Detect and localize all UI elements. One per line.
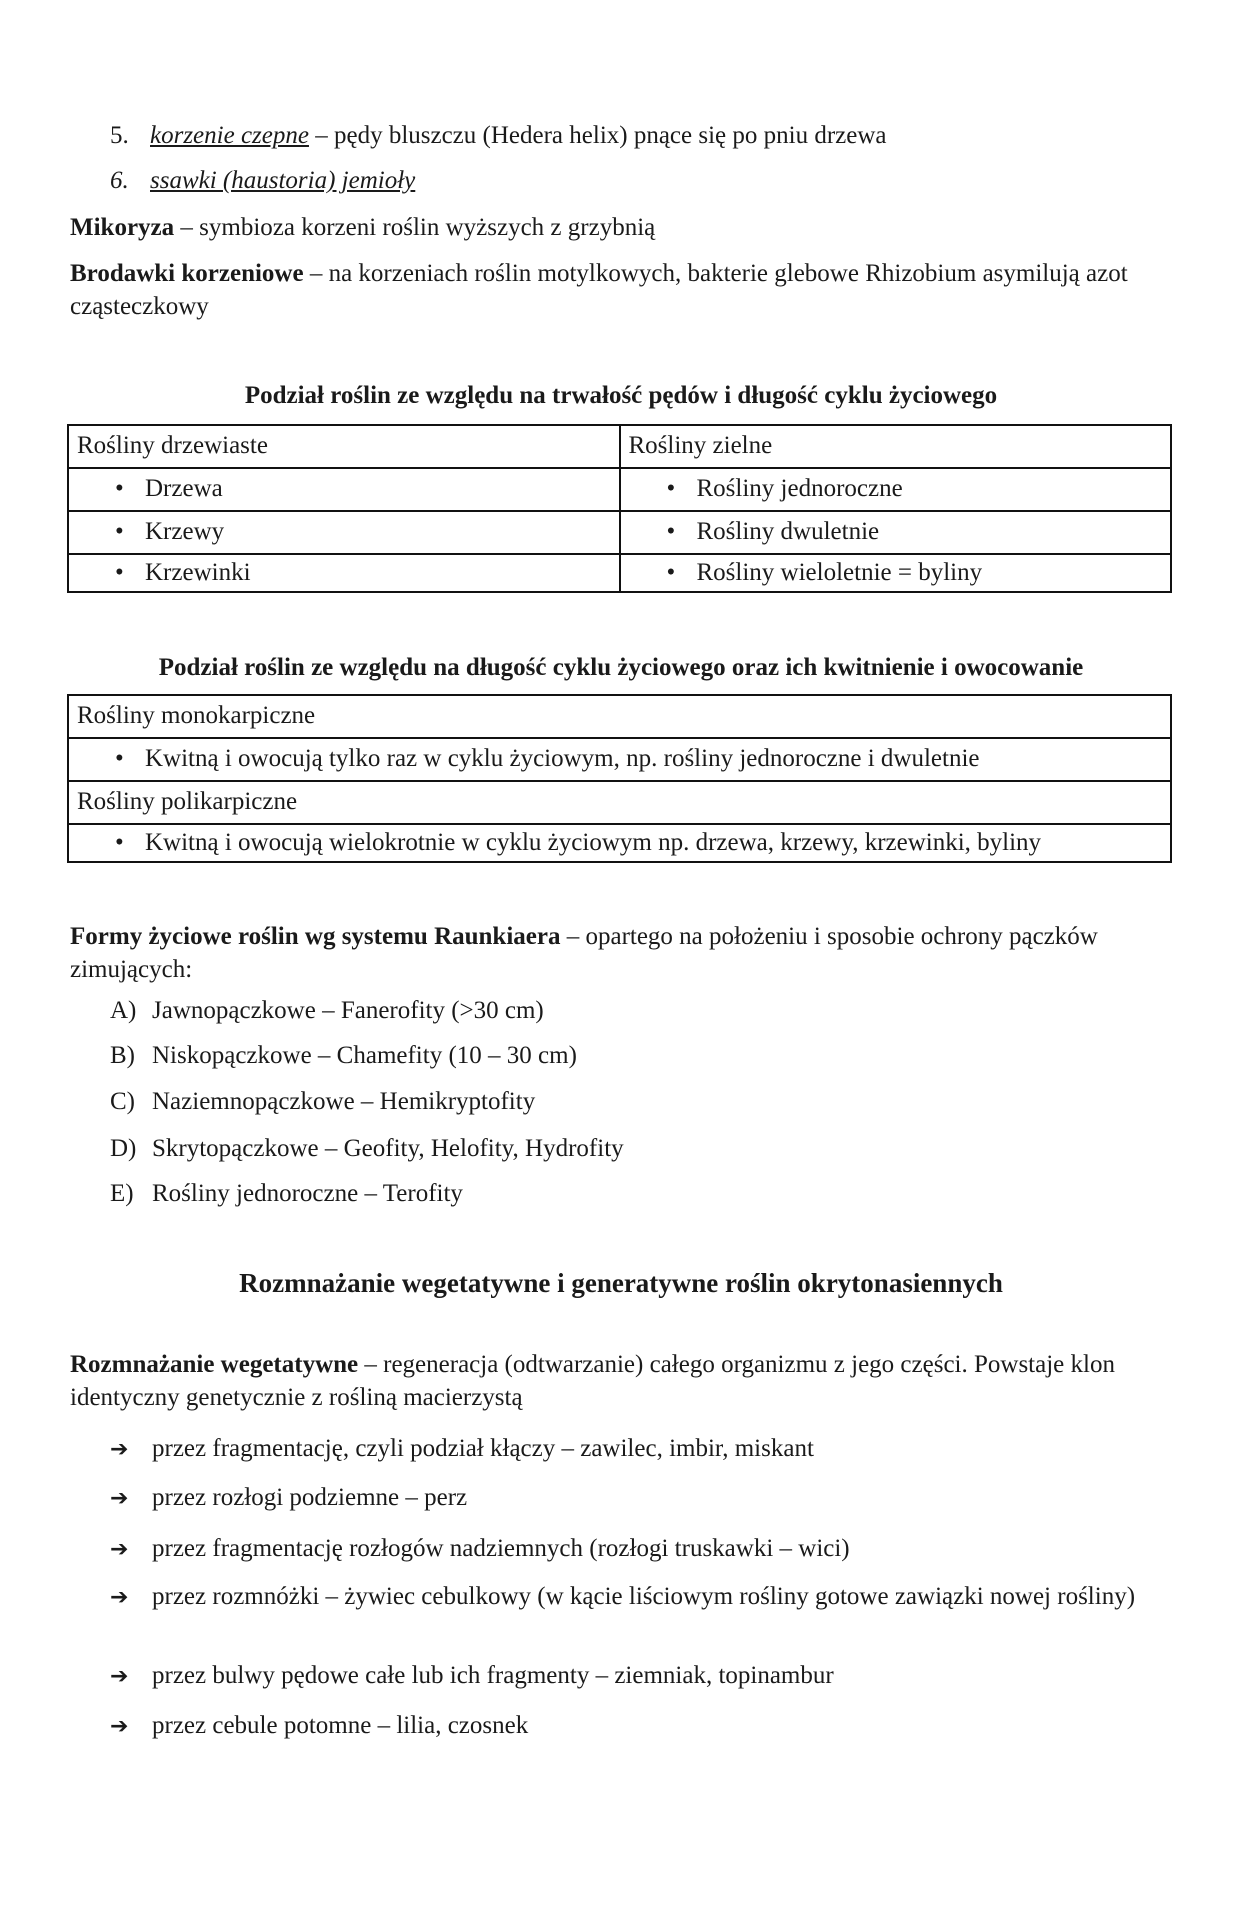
list-item (110, 120, 887, 153)
bullet-icon: • (115, 828, 124, 856)
list-item: C) Naziemnopączkowe – Hemikryptofity (110, 1088, 536, 1115)
mikoryza-text: – symbioza korzeni roślin wyższych z grzybnią (174, 214, 656, 241)
section-title: Rozmnażanie wegetatywne i generatywne roślin okrytonasiennych (239, 1268, 1003, 1298)
wegetatywne-text: – regeneracja (odtwarzanie) całego organizmu z jego części. Powstaje klon identyczny genetycznie z rośliną macierzystą (70, 1351, 1115, 1411)
bullet-icon: • (115, 745, 124, 773)
table-flowering (67, 694, 1172, 863)
list-item: ➔ przez fragmentację, czyli podział kłączy – zawilec, imbir, miskant (110, 1433, 814, 1466)
bullet-icon: • (115, 475, 124, 503)
table-cell: • Kwitną i owocują tylko raz w cyklu życiowym, np. rośliny jednoroczne i dwuletnie (68, 738, 1171, 781)
wegetatywne-paragraph (70, 1348, 1180, 1414)
raunkiaer-paragraph (70, 920, 1180, 986)
table-row (68, 425, 1171, 468)
list-item: ➔ przez fragmentację rozłogów nadziemnych (rozłogi truskawki – wici) (110, 1533, 850, 1566)
table-row (68, 781, 1171, 824)
arrow-right-icon: ➔ (110, 1437, 129, 1462)
list-item: ➔ przez cebule potomne – lilia, czosnek (110, 1710, 528, 1743)
arrow-right-icon: ➔ (110, 1714, 129, 1739)
table-header-cell: Rośliny monokarpiczne (68, 695, 1171, 738)
bullet-icon: • (115, 518, 124, 546)
table-cell: • Rośliny dwuletnie (620, 511, 1172, 554)
bullet-icon: • (666, 518, 676, 546)
table-cell: • Rośliny wieloletnie = byliny (620, 554, 1172, 592)
mikoryza-term: Mikoryza (70, 214, 175, 241)
table-row (68, 824, 1171, 862)
mikoryza-paragraph (70, 212, 1180, 245)
raunkiaer-text: – opartego na położeniu i sposobie ochrony pączków zimujących: (70, 923, 1098, 983)
table-lifespan (67, 424, 1172, 593)
list-item: ➔ przez rozłogi podziemne – perz (110, 1482, 467, 1515)
table-cell: • Kwitną i owocują wielokrotnie w cyklu życiowym np. drzewa, krzewy, krzewinki, byliny (68, 824, 1171, 862)
brodawki-text: – na korzeniach roślin motylkowych, bakterie glebowe Rhizobium asymilują azot cząsteczkowy (70, 260, 1128, 320)
table2-title: Podział roślin ze względu na długość cyklu życiowego oraz ich kwitnienie i owocowanie (158, 654, 1084, 681)
table-row (68, 695, 1171, 738)
bullet-icon: • (115, 558, 124, 586)
raunkiaer-term: Formy życiowe roślin wg systemu Raunkiaera (70, 923, 561, 950)
table-row (68, 554, 1171, 592)
brodawki-paragraph (70, 257, 1180, 323)
list-term: korzenie czepne (150, 122, 309, 149)
arrow-right-icon: ➔ (110, 1537, 129, 1562)
list-item (110, 165, 415, 198)
brodawki-term: Brodawki korzeniowe (70, 260, 304, 287)
bullet-icon: • (666, 475, 676, 503)
wegetatywne-term: Rozmnażanie wegetatywne (70, 1351, 359, 1378)
table-header-cell: Rośliny polikarpiczne (68, 781, 1171, 824)
list-number: 5. (110, 122, 129, 149)
table-row (68, 511, 1171, 554)
table-cell: • Drzewa (68, 468, 620, 511)
list-item: D) Skrytopączkowe – Geofity, Helofity, Hydrofity (110, 1135, 624, 1162)
table-row (68, 738, 1171, 781)
bullet-icon: • (666, 558, 676, 586)
table-cell: • Krzewy (68, 511, 620, 554)
list-item: B) Niskopączkowe – Chamefity (10 – 30 cm) (110, 1042, 577, 1069)
list-number: 6. (110, 167, 129, 194)
list-item: ➔ przez bulwy pędowe całe lub ich fragmenty – ziemniak, topinambur (110, 1660, 834, 1693)
arrow-right-icon: ➔ (110, 1664, 129, 1689)
table-header-cell: Rośliny drzewiaste (68, 425, 620, 468)
arrow-right-icon: ➔ (110, 1585, 129, 1610)
table1-title: Podział roślin ze względu na trwałość pędów i długość cyklu życiowego (244, 382, 998, 409)
list-text: – pędy bluszczu (Hedera helix) pnące się po pniu drzewa (308, 122, 887, 149)
list-item: A) Jawnopączkowe – Fanerofity (>30 cm) (110, 997, 544, 1024)
arrow-right-icon: ➔ (110, 1486, 129, 1511)
list-item: E) Rośliny jednoroczne – Terofity (110, 1180, 463, 1207)
table-cell: • Rośliny jednoroczne (620, 468, 1172, 511)
table-row (68, 468, 1171, 511)
table-header-cell: Rośliny zielne (620, 425, 1172, 468)
list-item: ➔ przez rozmnóżki – żywiec cebulkowy (w kącie liściowym rośliny gotowe zawiązki nowej rośliny) (110, 1580, 1212, 1614)
table-cell: • Krzewinki (68, 554, 620, 592)
list-term: ssawki (haustoria) jemioły (150, 167, 416, 194)
